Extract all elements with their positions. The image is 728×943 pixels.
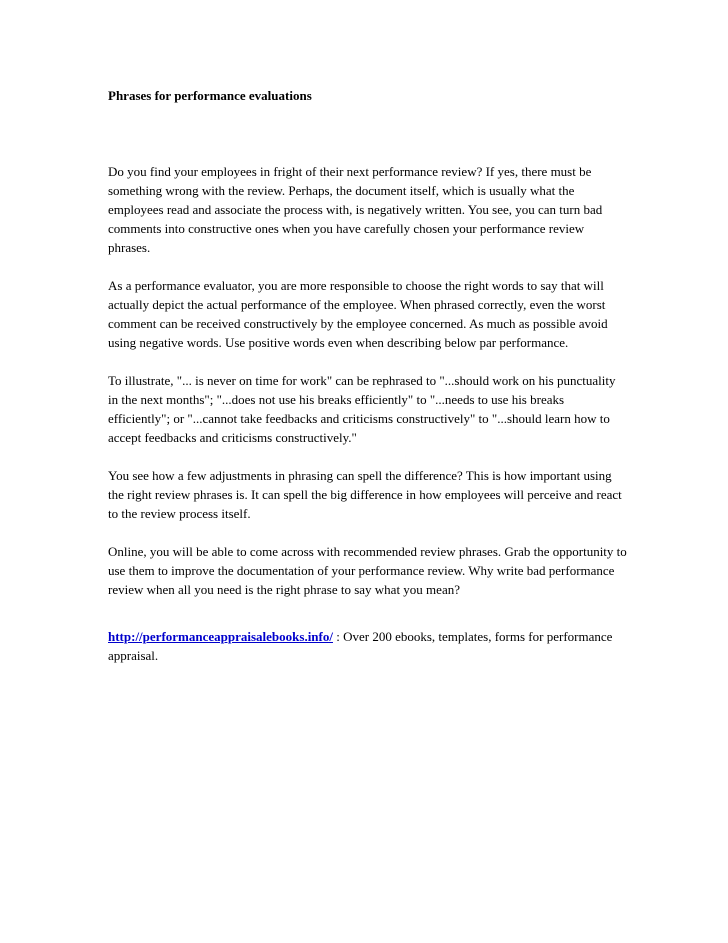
paragraph-intro: Do you find your employees in fright of their next performance review? If yes, there must be something wrong with the review. Perhaps, the document itself, which is usually what the employees read and associate the process with, is negatively written. You see, you can turn bad comments into constructive ones when you have carefully chosen your performance review phrases. [108,164,603,255]
paragraph-evaluator: As a performance evaluator, you are more responsible to choose the right words to say that will actually depict the actual performance of the employee. When phrased correctly, even the worst comment can be received constructively by the employee concerned. As much as possible avoid using negative words. Use positive words even when describing below par performance. [108,278,608,350]
performance-appraisal-link[interactable]: http://performanceappraisalebooks.info/ [108,629,333,644]
paragraph-online: Online, you will be able to come across with recommended review phrases. Grab the opportunity to use them to improve the documentation of your performance review. Why write bad performance review when all you need is the right phrase to say what you mean? [108,544,627,597]
document-body [108,162,628,684]
paragraph-illustrate: To illustrate, "... is never on time for work" can be rephrased to "...should work on his punctuality in the next months"; "...does not use his breaks efficiently" to "...needs to use his breaks efficiently"; or "...cannot take feedbacks and criticisms constructively" to "...should learn how to accept feedbacks and criticisms constructively." [108,373,616,445]
paragraph-adjustments: You see how a few adjustments in phrasing can spell the difference? This is how important using the right review phrases is. It can spell the big difference in how employees will perceive and react to the review process itself. [108,468,622,521]
footer-link-paragraph [108,627,628,665]
footer-link-suffix: : Over 200 ebooks, templates, forms for performance appraisal. [108,629,613,663]
document-title: Phrases for performance evaluations [108,88,312,103]
